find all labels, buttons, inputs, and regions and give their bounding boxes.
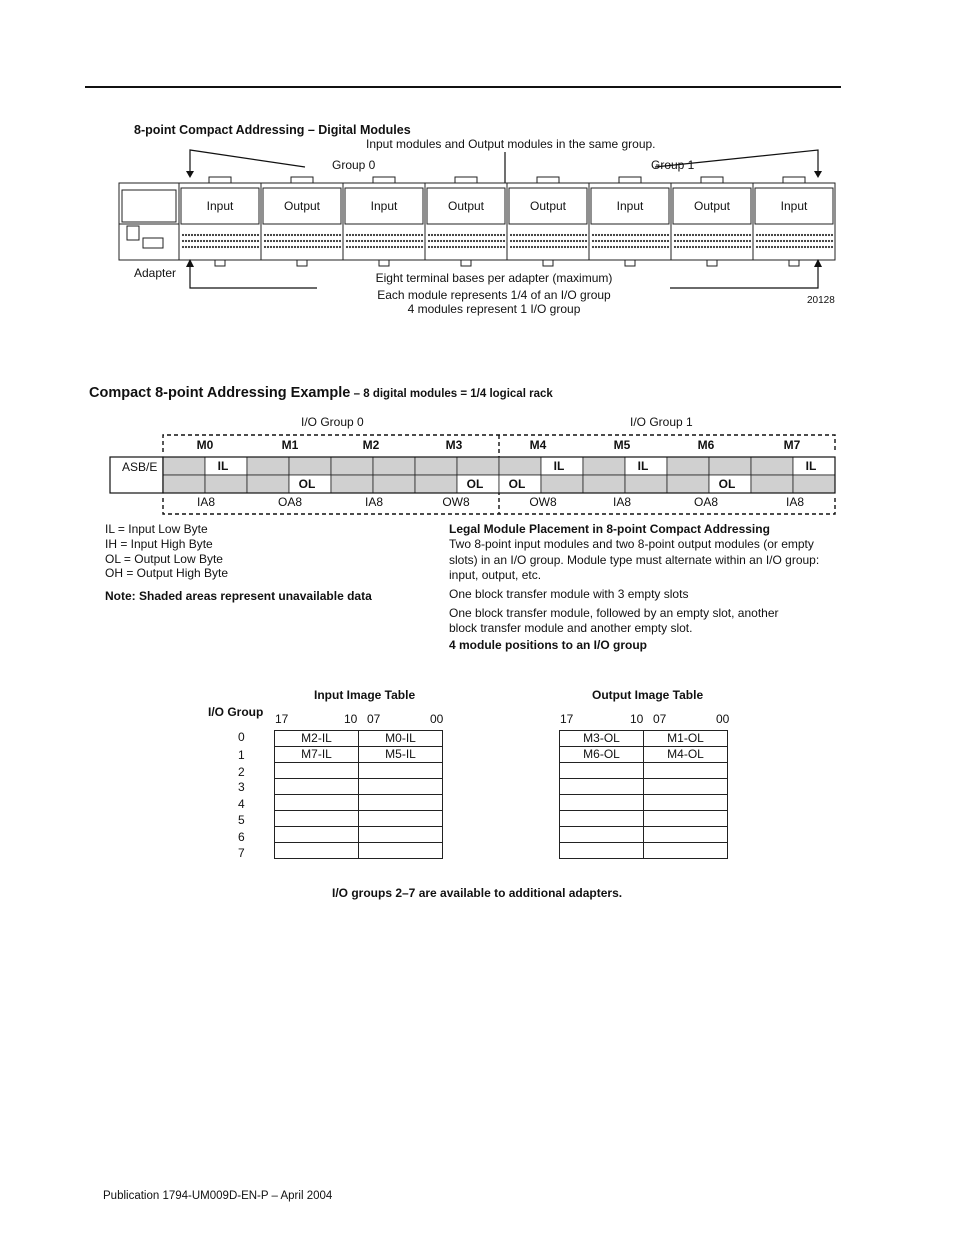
- rack-module-4: [507, 177, 589, 266]
- tables-footnote: I/O groups 2–7 are available to additional adapters.: [332, 886, 623, 900]
- rack-module-1: [261, 177, 343, 266]
- slot-cell: [247, 475, 289, 493]
- output-table-cell: [644, 827, 728, 843]
- slot-cell: [163, 475, 205, 493]
- slot-cell: [793, 475, 835, 493]
- io-group-number-6: 6: [238, 830, 245, 844]
- slot-cell: [625, 475, 667, 493]
- legal-p2: One block transfer module with 3 empty slots: [449, 587, 689, 601]
- input-table-row-5: [275, 811, 443, 827]
- output-table-row-4: [560, 795, 728, 811]
- slot-cell: [667, 457, 709, 475]
- output-bit-00: 00: [716, 712, 730, 726]
- slot-cell: [373, 475, 415, 493]
- output-table-cell: M4-OL: [644, 747, 728, 763]
- fig1-note-terminal-bases: Eight terminal bases per adapter (maximum): [375, 271, 613, 285]
- output-table-title: Output Image Table: [592, 688, 704, 702]
- io-group-number-2: 2: [238, 765, 245, 779]
- output-table-cell: M6-OL: [560, 747, 644, 763]
- slot-cell: [751, 457, 793, 475]
- input-table-cell: [359, 779, 443, 795]
- legal-p3-line1: One block transfer module, followed by an empty slot, another: [449, 606, 779, 620]
- fig1-subtitle: Input modules and Output modules in the same group.: [366, 137, 656, 151]
- input-table-row-6: [275, 827, 443, 843]
- output-image-table: [559, 730, 728, 859]
- slot-cell: [583, 457, 625, 475]
- publication-footer: Publication 1794-UM009D-EN-P – April 2004: [103, 1190, 333, 1202]
- output-low-byte-marker: OL: [718, 477, 736, 491]
- output-table-row-2: [560, 763, 728, 779]
- output-table-cell: [560, 827, 644, 843]
- slot-cell: [709, 457, 751, 475]
- io-group-number-3: 3: [238, 780, 245, 794]
- rack-module-label-0: Input: [206, 199, 234, 213]
- io-group-number-0: 0: [238, 730, 245, 744]
- output-table-cell: [644, 811, 728, 827]
- io-group-number-4: 4: [238, 797, 245, 811]
- input-table-cell: M7-IL: [275, 747, 359, 763]
- module-label-m1: M1: [281, 438, 299, 452]
- input-bit-00: 00: [430, 712, 444, 726]
- slot-cell: [457, 457, 499, 475]
- output-bit-10: 10: [630, 712, 644, 726]
- rack-module-label-5: Input: [616, 199, 644, 213]
- group1-label: Group 1: [651, 158, 695, 172]
- adapter-label: Adapter: [134, 266, 177, 280]
- rack-module-label-4: Output: [529, 199, 567, 213]
- slot-cell: [667, 475, 709, 493]
- fig1-title: 8-point Compact Addressing – Digital Modules: [134, 123, 411, 137]
- input-table-row-2: [275, 763, 443, 779]
- output-table-row-0: [560, 731, 728, 747]
- asb-slot-map: [100, 425, 845, 525]
- rack-module-label-3: Output: [447, 199, 485, 213]
- input-table-cell: [359, 843, 443, 859]
- input-table-cell: M5-IL: [359, 747, 443, 763]
- input-table-cell: [275, 827, 359, 843]
- module-type-5: IA8: [612, 495, 632, 509]
- legend-il: IL = Input Low Byte: [105, 522, 208, 536]
- module-type-7: IA8: [785, 495, 805, 509]
- output-table-row-5: [560, 811, 728, 827]
- legal-title: Legal Module Placement in 8-point Compact Addressing: [449, 522, 770, 536]
- io-group-number-1: 1: [238, 748, 245, 762]
- fig1-note-quarter-group: Each module represents 1/4 of an I/O group: [377, 288, 611, 302]
- rack-module-3: [425, 177, 507, 266]
- output-table-cell: M3-OL: [560, 731, 644, 747]
- example-heading: [89, 386, 553, 401]
- slot-cell: [331, 475, 373, 493]
- output-table-cell: [560, 811, 644, 827]
- module-label-m4: M4: [529, 438, 547, 452]
- input-table-cell: [359, 763, 443, 779]
- input-table-row-7: [275, 843, 443, 859]
- slot-cell: [331, 457, 373, 475]
- output-table-cell: [644, 843, 728, 859]
- module-type-1: OA8: [277, 495, 303, 509]
- shaded-note: Note: Shaded areas represent unavailable data: [105, 589, 372, 603]
- output-table-cell: [560, 843, 644, 859]
- legend-ol: OL = Output Low Byte: [105, 552, 223, 566]
- legend-ih: IH = Input High Byte: [105, 537, 213, 551]
- output-table-row-1: [560, 747, 728, 763]
- legend-oh: OH = Output High Byte: [105, 566, 229, 580]
- rack-module-6: [671, 177, 753, 266]
- top-rule: [85, 86, 841, 88]
- input-table-row-3: [275, 779, 443, 795]
- legal-p4: 4 module positions to an I/O group: [449, 638, 647, 652]
- slot-cell: [751, 475, 793, 493]
- example-title-suffix: – 8 digital modules = 1/4 logical rack: [353, 388, 553, 400]
- slot-cell: [499, 457, 541, 475]
- output-table-row-3: [560, 779, 728, 795]
- output-low-byte-marker: OL: [508, 477, 526, 491]
- module-type-2: IA8: [364, 495, 384, 509]
- module-type-6: OA8: [693, 495, 719, 509]
- input-table-title: Input Image Table: [314, 688, 416, 702]
- rack-module-0: [179, 177, 261, 266]
- io-group-heading: I/O Group: [208, 705, 264, 719]
- input-bit-07: 07: [367, 712, 381, 726]
- output-table-row-6: [560, 827, 728, 843]
- legal-p1-line1: Two 8-point input modules and two 8-point output modules (or empty: [449, 537, 814, 551]
- slot-cell: [247, 457, 289, 475]
- output-table-cell: [560, 763, 644, 779]
- input-low-byte-marker: IL: [637, 459, 649, 473]
- input-table-cell: M2-IL: [275, 731, 359, 747]
- module-label-m5: M5: [613, 438, 631, 452]
- module-label-m0: M0: [196, 438, 214, 452]
- rack-module-label-1: Output: [283, 199, 321, 213]
- rack-module-label-6: Output: [693, 199, 731, 213]
- module-type-3: OW8: [442, 495, 470, 509]
- module-type-0: IA8: [196, 495, 216, 509]
- input-table-row-1: [275, 747, 443, 763]
- output-table-cell: [644, 795, 728, 811]
- legal-p1-line2: slots) in an I/O group. Module type must alternate within an I/O group:: [449, 553, 820, 567]
- input-image-table: [274, 730, 443, 859]
- output-table-cell: M1-OL: [644, 731, 728, 747]
- module-label-m7: M7: [783, 438, 801, 452]
- io-group0-label: I/O Group 0: [301, 415, 364, 429]
- input-table-cell: [275, 763, 359, 779]
- input-table-cell: [359, 811, 443, 827]
- example-title: Compact 8-point Addressing Example: [89, 385, 351, 401]
- output-bit-07: 07: [653, 712, 667, 726]
- legal-p3-line2: block transfer module and another empty slot.: [449, 621, 693, 635]
- input-table-cell: M0-IL: [359, 731, 443, 747]
- slot-cell: [541, 475, 583, 493]
- input-bit-17: 17: [275, 712, 289, 726]
- input-low-byte-marker: IL: [553, 459, 565, 473]
- module-label-m3: M3: [445, 438, 463, 452]
- output-table-cell: [644, 763, 728, 779]
- input-table-row-4: [275, 795, 443, 811]
- rack-module-7: [753, 177, 835, 266]
- input-table-cell: [275, 843, 359, 859]
- module-label-m2: M2: [362, 438, 380, 452]
- slot-cell: [415, 475, 457, 493]
- rack-module-label-2: Input: [370, 199, 398, 213]
- slot-cell: [415, 457, 457, 475]
- rack-module-2: [343, 177, 425, 266]
- io-group-number-7: 7: [238, 846, 245, 860]
- legal-p1-line3: input, output, etc.: [449, 568, 542, 582]
- fig1-note-full-group: 4 modules represent 1 I/O group: [407, 302, 581, 316]
- output-bit-17: 17: [560, 712, 574, 726]
- figure-number: 20128: [807, 295, 835, 306]
- input-table-cell: [359, 827, 443, 843]
- rack-module-label-7: Input: [780, 199, 808, 213]
- output-table-cell: [644, 779, 728, 795]
- output-table-cell: [560, 779, 644, 795]
- rack-module-5: [589, 177, 671, 266]
- output-low-byte-marker: OL: [466, 477, 484, 491]
- input-table-row-0: [275, 731, 443, 747]
- input-low-byte-marker: IL: [805, 459, 817, 473]
- input-bit-10: 10: [344, 712, 358, 726]
- input-low-byte-marker: IL: [217, 459, 229, 473]
- slot-cell: [583, 475, 625, 493]
- input-table-cell: [275, 795, 359, 811]
- asb-label: ASB/E: [122, 460, 158, 474]
- output-table-cell: [560, 795, 644, 811]
- slot-cell: [205, 475, 247, 493]
- io-group-number-5: 5: [238, 813, 245, 827]
- output-low-byte-marker: OL: [298, 477, 316, 491]
- module-label-m6: M6: [697, 438, 715, 452]
- input-table-cell: [359, 795, 443, 811]
- input-table-cell: [275, 811, 359, 827]
- input-table-cell: [275, 779, 359, 795]
- output-table-row-7: [560, 843, 728, 859]
- group0-label: Group 0: [332, 158, 376, 172]
- slot-cell: [373, 457, 415, 475]
- io-group1-label: I/O Group 1: [630, 415, 693, 429]
- module-type-4: OW8: [529, 495, 557, 509]
- slot-cell: [163, 457, 205, 475]
- slot-cell: [289, 457, 331, 475]
